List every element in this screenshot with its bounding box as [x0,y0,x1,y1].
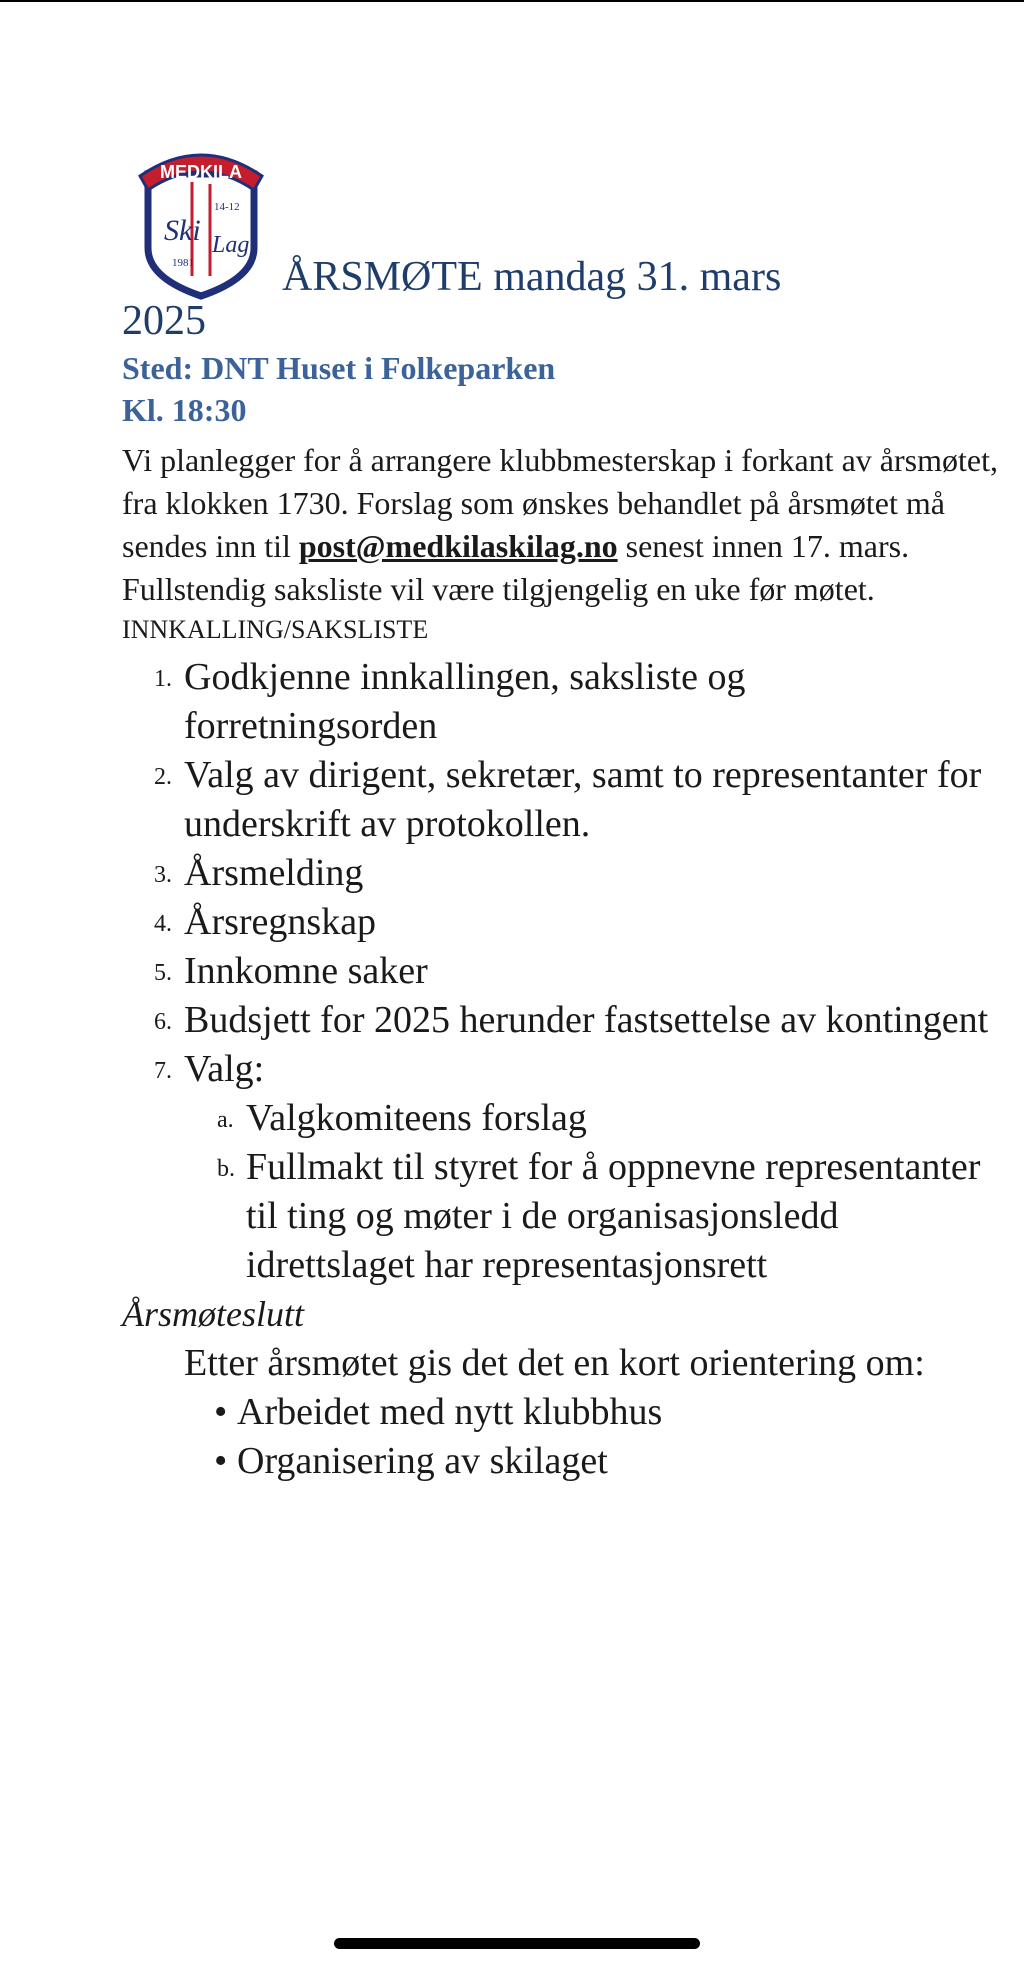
closing-text: Etter årsmøtet gis det det en kort orientering om: [184,1342,925,1385]
bullet-item [122,1388,1002,1437]
closing-bullets [122,1388,1002,1486]
home-indicator[interactable] [334,1938,700,1949]
meeting-time: Kl. 18:30 [122,391,247,428]
intro-text-1: Vi planlegger for å arrangere klubbmesterskap i forkant av årsmøtet, fra klokken 1730. Forslag som ønskes behandlet på årsmøtet må sendes inn til [122,442,998,565]
email-link[interactable]: post@medkilaskilag.no [298,528,618,565]
document-body [122,132,1002,1486]
sub-item [184,1094,1002,1143]
item-number: 5. [154,960,172,987]
agenda-item [122,653,1002,751]
intro-text-2: senest innen 17. mars. Fullstendig saksliste vil være tilgjengelig en uke før møtet. [122,528,910,608]
item-number: 3. [154,862,172,889]
svg-text:Ski: Ski [164,214,201,247]
sub-list [184,1094,1002,1290]
sub-item-text: Valgkomiteens forslag [246,1097,587,1140]
svg-text:1981: 1981 [172,257,194,269]
agenda-item [122,898,1002,947]
item-number: 1. [154,666,172,693]
sub-item-letter: a. [217,1107,234,1134]
medkila-skilag-logo [136,140,266,300]
bullet-text: Arbeidet med nytt klubbhus [237,1391,663,1434]
item-text: Årsmelding [184,852,364,895]
item-number: 4. [154,911,172,938]
title-line-2: 2025 [122,298,206,344]
agenda-item [122,849,1002,898]
item-text: Valg av dirigent, sekretær, samt to representanter for underskrift av protokollen. [184,754,982,846]
header [122,132,1002,300]
bullet-icon: • [214,1391,228,1434]
agenda-item [122,751,1002,849]
bullet-text: Organisering av skilaget [237,1440,608,1483]
item-number: 2. [154,764,172,791]
title-line-1: ÅRSMØTE mandag 31. mars [282,254,782,300]
sub-item-letter: b. [217,1156,235,1183]
item-text: Budsjett for 2025 herunder fastsettelse av kontingent [184,999,989,1042]
top-border [0,0,1024,2]
meeting-place: Sted: DNT Huset i Folkeparken [122,350,556,387]
item-text: Valg: [184,1048,265,1091]
item-text: Godkjenne innkallingen, saksliste og forretningsorden [184,656,746,748]
bullet-icon: • [214,1440,228,1483]
item-number: 7. [154,1058,172,1085]
item-text: Årsregnskap [184,901,377,944]
bullet-item [122,1437,1002,1486]
agenda-heading: INNKALLING/SAKSLISTE [122,615,429,645]
agenda-list [122,653,1002,1290]
agenda-item [122,996,1002,1045]
agenda-item [122,947,1002,996]
agenda-item [122,1045,1002,1290]
item-number: 6. [154,1009,172,1036]
closing-heading: Årsmøteslutt [122,1294,305,1335]
sub-item [184,1143,1002,1290]
svg-text:MEDKILA: MEDKILA [160,162,242,182]
svg-text:14-12: 14-12 [214,201,240,213]
svg-text:Lag: Lag [212,232,250,258]
intro-paragraph [122,439,1002,611]
item-text: Innkomne saker [184,950,428,993]
sub-item-text: Fullmakt til styret for å oppnevne representanter til ting og møter i de organisasjonsledd idrettslaget har representasjonsrett [246,1146,981,1287]
